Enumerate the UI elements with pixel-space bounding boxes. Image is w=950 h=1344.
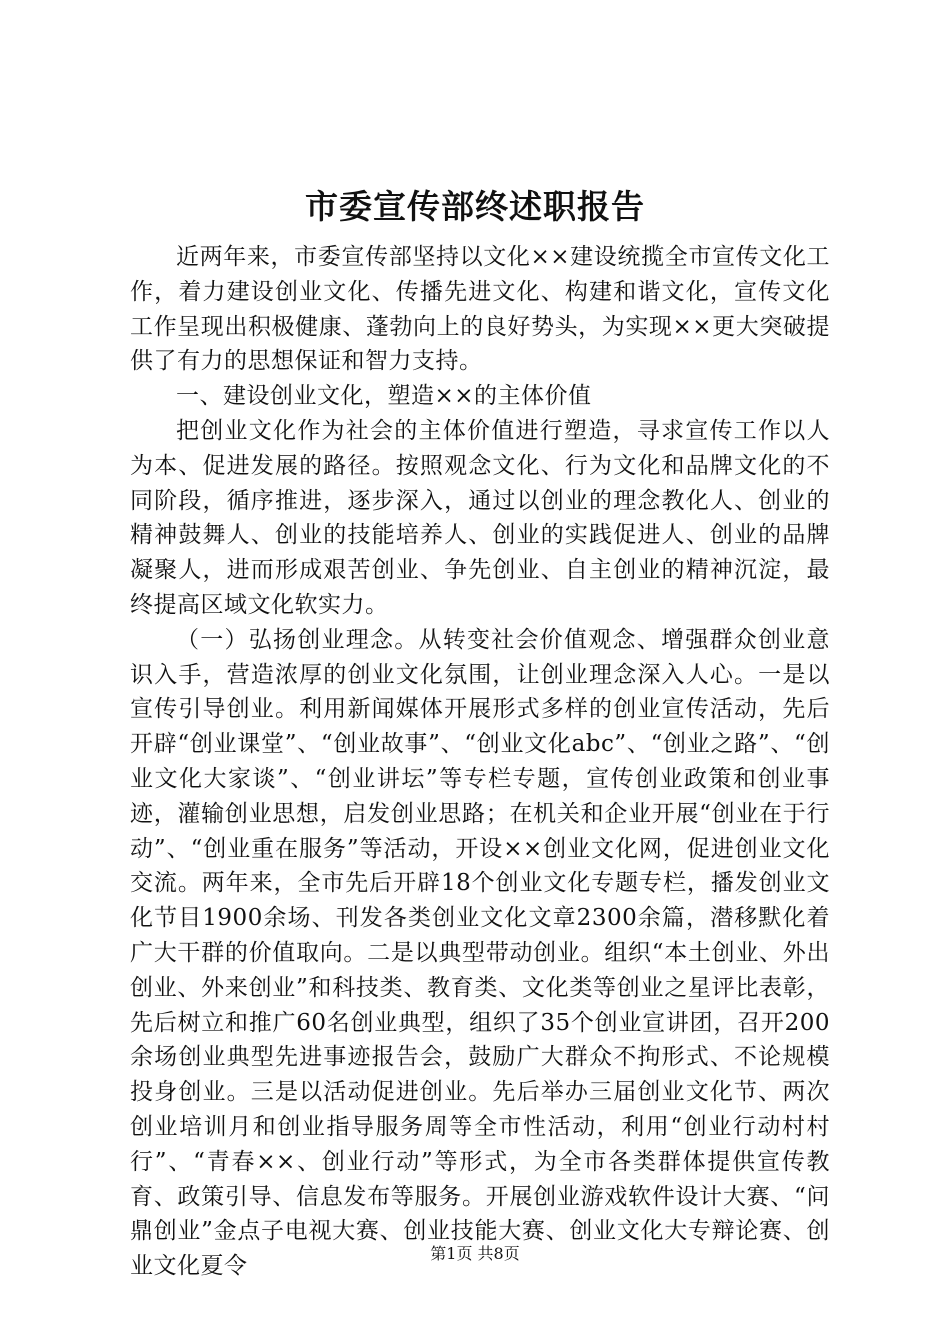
document-title: 市委宣传部终述职报告 <box>305 187 645 226</box>
section-1-paragraph: 把创业文化作为社会的主体价值进行塑造，寻求宣传工作以人为本、促进发展的路径。按照观念文化、行为文化和品牌文化的不同阶段，循序推进，逐步深入，通过以创业的理念教化人、创业的精神鼓舞人、创业的技能培养人、创业的实践促进人、创业的品牌凝聚人，进而形成艰苦创业、争先创业、自主创业的精神沉淀，最终提高区域文化软实力。 <box>130 417 830 618</box>
intro-paragraph: 近两年来，市委宣传部坚持以文化××建设统揽全市宣传文化工作，着力建设创业文化、传播先进文化、构建和谐文化，宣传文化工作呈现出积极健康、蓬勃向上的良好势头，为实现××更大突破提供了有力的思想保证和智力支持。 <box>130 244 830 375</box>
subsection-1-paragraph: （一）弘扬创业理念。从转变社会价值观念、增强群众创业意识入手，营造浓厚的创业文化氛围，让创业理念深入人心。一是以宣传引导创业。利用新闻媒体开展形式多样的创业宣传活动，先后开辟“创业课堂”、“创业故事”、“创业文化abc”、“创业之路”、“创业文化大家谈”、“创业讲坛”等专栏专题，宣传创业政策和创业事迹，灌输创业思想，启发创业思路；在机关和企业开展“创业在于行动”、“创业重在服务”等活动，开设××创业文化网，促进创业文化交流。两年来，全市先后开辟18个创业文化专题专栏，播发创业文化节目1900余场、刊发各类创业文化文章2300余篇，潜移默化着广大干群的价值取向。二是以典型带动创业。组织“本土创业、外出创业、外来创业”和科技类、教育类、文化类等创业之星评比表彰，先后树立和推广60名创业典型，组织了35个创业宣讲团，召开200余场创业典型先进事迹报告会，鼓励广大群众不拘形式、不论规模投身创业。三是以活动促进创业。先后举办三届创业文化节、两次创业培训月和创业指导服务周等全市性活动，利用“创业行动村村行”、“青春××、创业行动”等形式，为全市各类群体提供宣传教育、政策引导、信息发布等服务。开展创业游戏软件设计大赛、“问鼎创业”金点子电视大赛、创业技能大赛、创业文化大专辩论赛、创业文化夏令 <box>130 626 830 1280</box>
section-heading-1: 一、建设创业文化，塑造××的主体价值 <box>176 383 592 410</box>
document-body <box>130 240 830 1284</box>
page-number-footer: 第1页 共8页 <box>430 1244 520 1263</box>
